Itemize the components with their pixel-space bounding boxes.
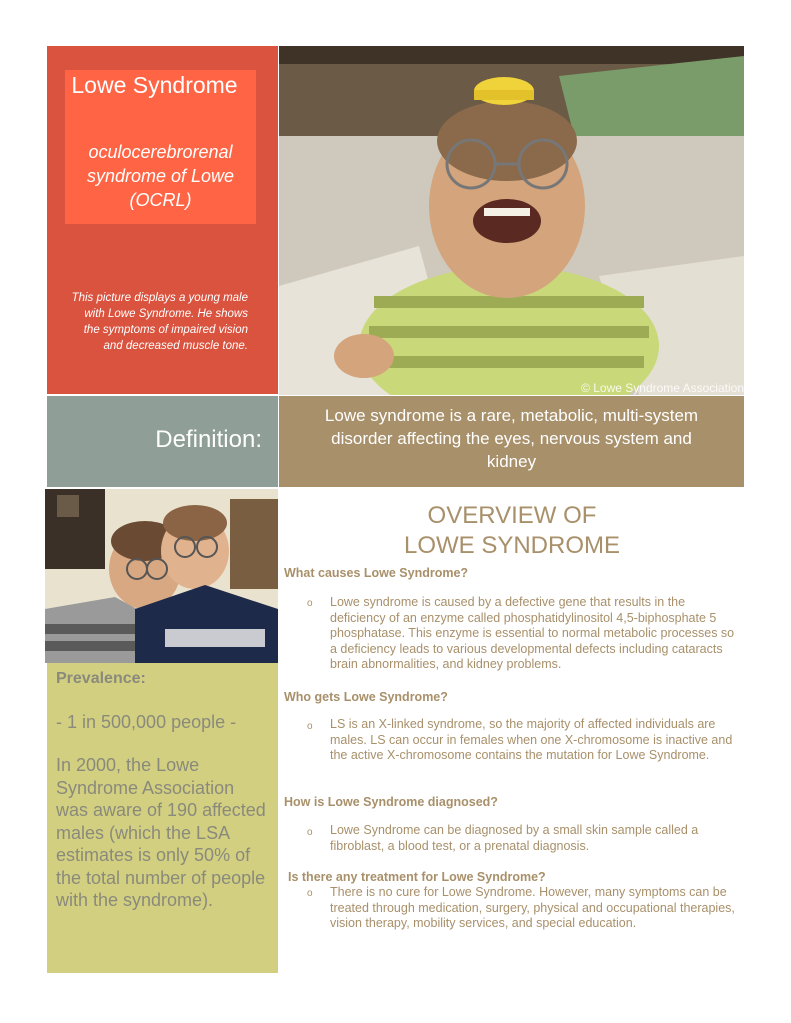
photo-boys-illustration — [45, 489, 278, 663]
photo-credit: © Lowe Syndrome Association — [581, 381, 744, 395]
definition-label: Definition: — [155, 426, 262, 453]
bullet: o — [307, 598, 313, 609]
answer-treatment: There is no cure for Lowe Syndrome. However, many symptoms can be treated through medication, surgery, physical and occupational therapies, vision therapy, mobility services, and special education. — [330, 885, 735, 930]
prevalence-statistic: - 1 in 500,000 people - — [56, 712, 237, 732]
prevalence-text: In 2000, the Lowe Syndrome Association was aware of 190 affected males (which the LSA estimates is only 50% of the total number of people with the syndrome). — [56, 755, 266, 910]
definition-label-panel — [47, 396, 278, 487]
document-subtitle: oculocerebrorenal syndrome of Lowe (OCRL) — [86, 142, 235, 210]
photo-two-boys — [45, 489, 278, 663]
bullet: o — [307, 827, 313, 838]
photo-caption: This picture displays a young male with Lowe Syndrome. He shows the symptoms of impaired vision and decreased muscle tone. — [71, 292, 248, 352]
definition-text: Lowe syndrome is a rare, metabolic, multi-system disorder affecting the eyes, nervous system and kidney — [324, 406, 699, 471]
answer-who: LS is an X-linked syndrome, so the majority of affected individuals are males. LS can occur in females when one X-chromosome is inactive and the active X-chromosome contains the mutation for Lowe Syndrome. — [330, 717, 733, 762]
answer-causes: Lowe syndrome is caused by a defective gene that results in the deficiency of an enzyme called phosphatidylinositol 4,5-biphosphate 5 phosphatase. This enzyme is essential to normal metabolic processes so a deficiency leads to various developmental defects including cataracts brain abnormalities, and kidney problems. — [330, 595, 735, 671]
question-diagnosed: How is Lowe Syndrome diagnosed? — [284, 795, 498, 809]
question-treatment: Is there any treatment for Lowe Syndrome? — [288, 870, 546, 884]
prevalence-panel — [47, 663, 278, 973]
overview-title-line-1: OVERVIEW OF — [427, 502, 597, 529]
definition-text-panel — [279, 396, 744, 487]
prevalence-heading: Prevalence: — [56, 670, 146, 687]
question-causes: What causes Lowe Syndrome? — [284, 566, 469, 580]
question-who: Who gets Lowe Syndrome? — [284, 690, 448, 704]
answer-diagnosed: Lowe Syndrome can be diagnosed by a small skin sample called a fibroblast, a blood test, or a prenatal diagnosis. — [330, 823, 699, 853]
bullet: o — [307, 721, 313, 732]
overview-title — [300, 501, 724, 561]
document-title: Lowe Syndrome — [71, 72, 238, 98]
photo-child-illustration — [279, 46, 744, 395]
photo-child-with-glasses — [279, 46, 744, 395]
bullet: o — [307, 888, 313, 899]
title-box — [65, 70, 256, 224]
overview-title-line-2: LOWE SYNDROME — [403, 532, 621, 559]
